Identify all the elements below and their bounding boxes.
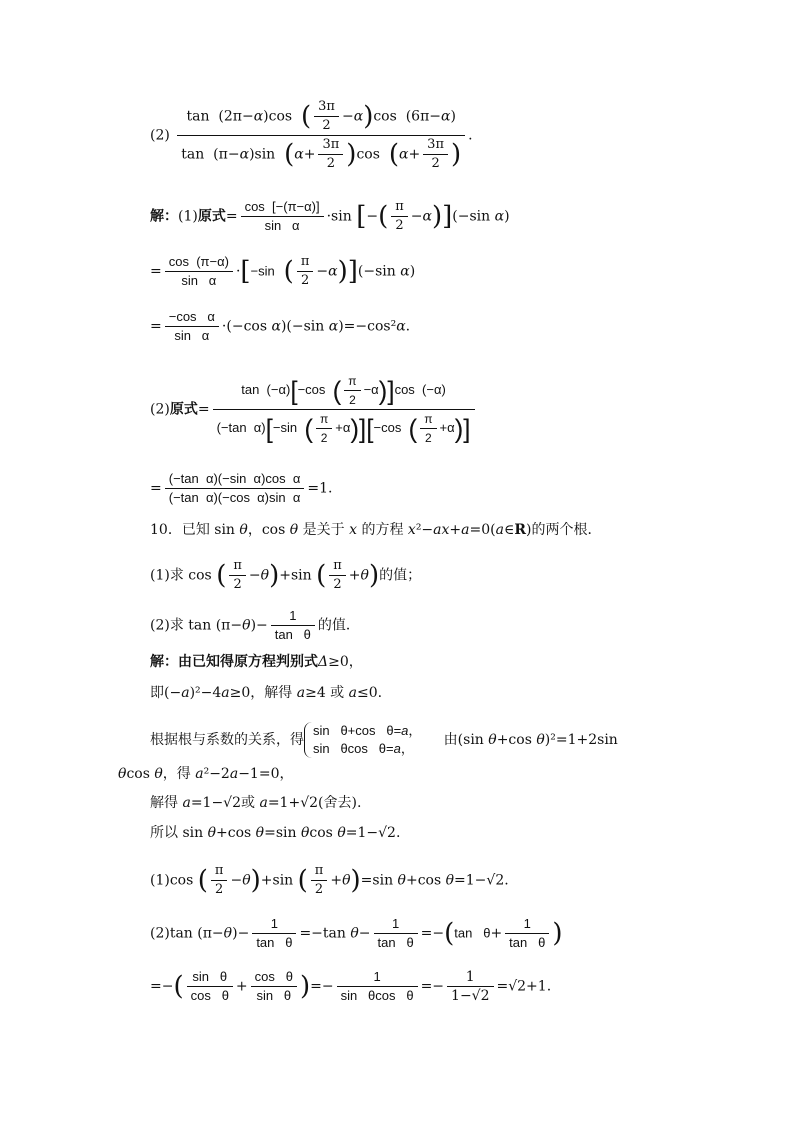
solution-10-part2: (2)tan (π−θ)− $\frac{1}{\text{tan θ}}$ =−tan θ− $\frac{1}{\text{tan θ}}$ =−(tan θ+ $\frac{1}{\text{tan θ}}$ ) bbox=[150, 916, 563, 950]
solution-10-intro: 解：由已知得原方程判别式Δ≥0， bbox=[150, 654, 363, 670]
solution-10-part2-step2: =−( $\frac{\text{sin θ}}{\text{cos θ}}$ + $\frac{\text{cos θ}}{\text{sin θ}}$ )=− $\frac{1}{\text{sin θcos θ}}$ =− $\frac{1}{1-√2}$ =√2+1. bbox=[150, 969, 552, 1004]
problem-10-part1: (1)求 cos ( $\frac{\pi}{2}$ −θ)+sin ( $\frac{\pi}{2}$ +θ)的值； bbox=[150, 558, 422, 592]
expr-2-fraction: tan (2π−α)cos ( $\frac{3\pi}{2}$ −α)cos (6π−α) tan (π−α)sin (α+ $\frac{3\pi}{2}$ )cos (α+ $\frac{3\pi}{2}$ ) bbox=[177, 98, 465, 173]
solution-1-line: 解：(1)原式= $\frac{\cos [-(\pi-\alpha)]}{\text{sin α}}$ ·sin [−( $\frac{\pi}{2}$ −α)](−sin α) bbox=[150, 199, 510, 233]
solution-10-sum: 所以 sin θ+cos θ=sin θcos θ=1−√2. bbox=[150, 825, 401, 841]
solution-10-part1: (1)cos ( $\frac{\pi}{2}$ −θ)+sin ( $\frac{\pi}{2}$ +θ)=sin θ+cos θ=1−√2. bbox=[150, 863, 509, 897]
expr-2-line: (2) tan (2π−α)cos ( $\frac{3\pi}{2}$ −α)cos (6π−α) tan (π−α)sin (α+ $\frac{3\pi}{2}$ )cos (α+ $\frac{3\pi}{2}$ ) . bbox=[150, 99, 473, 171]
solution-1-step2: = $\frac{\cos (\pi-\alpha)}{\text{sin α}}$ ·[−sin ( $\frac{\pi}{2}$ −α)](−sin α) bbox=[150, 254, 416, 288]
solution-2-line: (2)原式= tan (−α)[−cos ( $\frac{\pi}{2}$ −α)]cos (−α) (−tan α)[−sin ( $\frac{\pi}{2}$ +α)][−cos ( $\frac{\pi}{2}$ +α)] bbox=[150, 372, 478, 447]
solution-2-step2: = $\frac{\text{(−tan α)(−sin α)cos α}}{\text{(−tan α)(−cos α)sin α}}$ =1. bbox=[150, 471, 333, 505]
problem-10-part2: (2)求 tan (π−θ)− $\frac{1}{\text{tan θ}}$ 的值． bbox=[150, 608, 360, 642]
solution-10-vieta: 根据根与系数的关系，得 sin θ+cos θ=a， sin θcos θ=a， 由(sin θ+cos θ)²=1+2sin bbox=[150, 723, 618, 756]
problem-10-statement: 10．已知 sin θ，cos θ 是关于 x 的方程 x²−ax+a=0(a∈R)的两个根． bbox=[150, 522, 602, 538]
solution-10-roots: 解得 a=1−√2或 a=1+√2(舍去). bbox=[150, 795, 362, 811]
solution-1-step3: = $\frac{\text{−cos α}}{\text{sin α}}$ ·(−cos α)(−sin α)=−cos²α. bbox=[150, 309, 411, 343]
solution-10-vieta-cont: θcos θ，得 a²−2a−1=0， bbox=[118, 766, 294, 782]
solution-10-step1: 即(−a)²−4a≥0，解得 a≥4 或 a≤0. bbox=[150, 685, 383, 701]
